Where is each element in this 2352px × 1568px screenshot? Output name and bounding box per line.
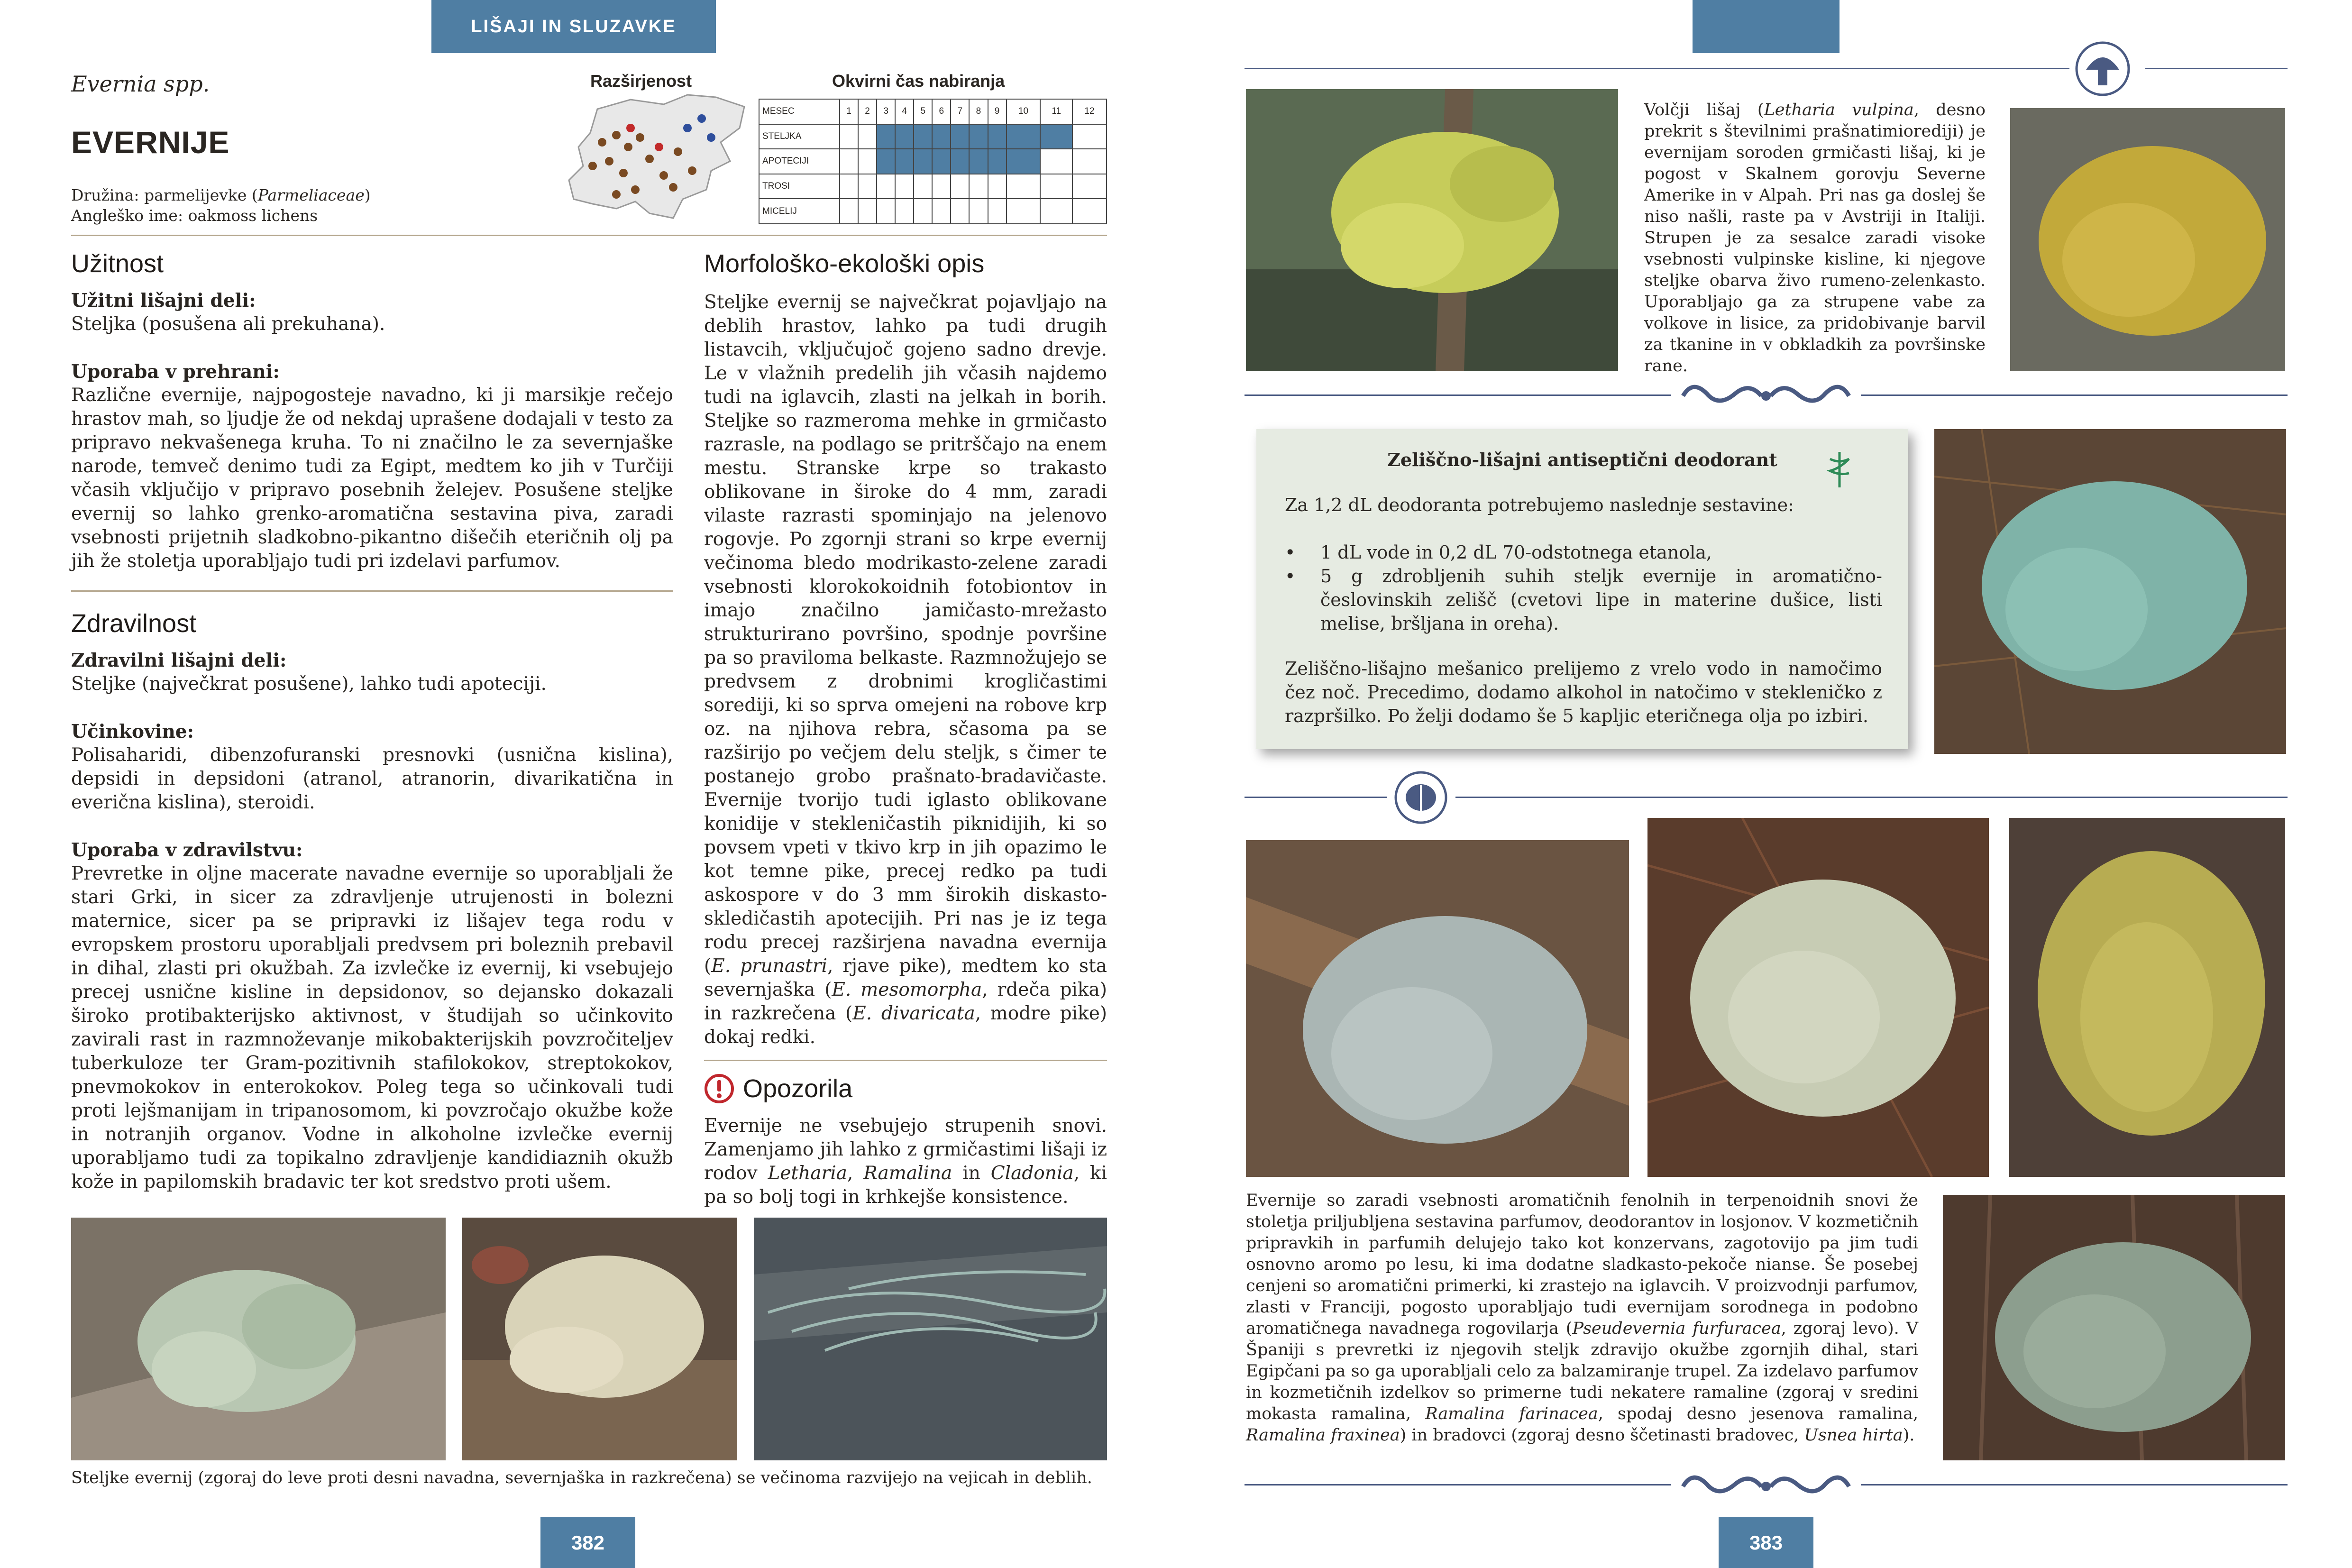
- section-tab-right: [1693, 0, 1840, 53]
- divider: [71, 590, 673, 592]
- warning-icon: [704, 1073, 734, 1104]
- lichen-photo: [71, 1218, 446, 1460]
- lichen-photo: [1246, 840, 1629, 1177]
- page-number-left: 382: [540, 1517, 635, 1568]
- scroll-ornament: [1674, 1465, 1858, 1505]
- calendar-cell: [858, 174, 877, 199]
- calendar-month: 10: [1007, 99, 1041, 124]
- calendar-month: 6: [932, 99, 951, 124]
- calendar-cell: [877, 149, 895, 174]
- calendar-month-label: MESEC: [759, 99, 840, 124]
- calendar-month: 3: [877, 99, 895, 124]
- ornament-line: [1245, 394, 1671, 396]
- calendar-cell: [914, 124, 932, 149]
- caduceus-icon: [1821, 447, 1858, 490]
- calendar-cell: [969, 199, 988, 224]
- calendar-cell: [840, 124, 858, 149]
- calendar-row-label: MICELIJ: [759, 199, 840, 224]
- calendar-cell: [1072, 199, 1107, 224]
- calendar-cell: [914, 199, 932, 224]
- evernia-photo: [1934, 429, 2286, 754]
- health-heading: Zdravilnost: [71, 609, 197, 638]
- calendar-cell: [877, 174, 895, 199]
- calendar-cell: [1040, 199, 1072, 224]
- calendar-cell: [858, 124, 877, 149]
- warning-text: Evernije ne vsebujejo strupenih snovi. Zamenjamo jih lahko z grmičastimi lišaji iz rodov Letharia, Ramalina in Cladonia, ki pa so bolj togi in krhkejše konsistence.: [704, 1115, 1107, 1208]
- map-title: Razširjenost: [590, 71, 692, 91]
- lichen-photo: [754, 1218, 1107, 1460]
- english-name: Angleško ime: oakmoss lichens: [71, 206, 318, 225]
- page-number-right: 383: [1719, 1517, 1813, 1568]
- calendar-title: Okvirni čas nabiranja: [832, 71, 1005, 91]
- warning-heading: Opozorila: [743, 1074, 853, 1103]
- calendar-cell: [932, 199, 951, 224]
- calendar-cell: [951, 199, 969, 224]
- calendar-cell: [1007, 174, 1041, 199]
- recipe-title: Zeliščno-lišajni antiseptični deodorant: [1387, 449, 1777, 470]
- calendar-cell: [932, 124, 951, 149]
- calendar-cell: [840, 199, 858, 224]
- calendar-cell: [1040, 124, 1072, 149]
- calendar-cell: [1007, 199, 1041, 224]
- calendar-month: 8: [969, 99, 988, 124]
- mushroom-icon: [2074, 40, 2131, 97]
- harvest-calendar: [759, 99, 1107, 224]
- recipe-list: • 1 dL vode in 0,2 dL 70-odstotnega etanola, • 5 g zdrobljenih suhih steljk evernije in aromatično-česlovinskih zelišč (cvetovi lipe in materine dušice, listi melise, bršljana in oreha).: [1285, 542, 1882, 634]
- calendar-cell: [895, 174, 914, 199]
- calendar-month: 1: [840, 99, 858, 124]
- calendar-cell: [988, 199, 1007, 224]
- ornament-line: [1861, 394, 2288, 396]
- ornament-line: [1455, 797, 2288, 798]
- medicinal-use-label: Uporaba v zdravilstvu:: [71, 839, 303, 861]
- calendar-cell: [840, 149, 858, 174]
- ornament-line: [1245, 68, 2069, 69]
- calendar-cell: [969, 149, 988, 174]
- letharia-text: Volčji lišaj (Letharia vulpina, desno prekrit s številnimi prašnatimiorediji) je evernijam soroden grmičasti lišaj, ki je pogost v Skalnem gorovju Severne Amerike in v Alpah. Pri nas ga doslej še niso našli, raste pa v Avstriji in Italiji. Strupen je za sesalce zaradi visoke vsebnosti vulpinske kisline, ki njegove steljke obarva živo rumeno-zelenkasto. Uporabljajo ga za strupene vabe za volkove in lisice, za pridobivanje barvil za tkanine in v obkladkih za površinske rane.: [1644, 101, 1986, 376]
- lichen-photo: [462, 1218, 737, 1460]
- calendar-cell: [895, 199, 914, 224]
- edible-parts-text: Steljka (posušena ali prekuhana).: [71, 313, 385, 335]
- lichen-photo: [1647, 818, 1989, 1177]
- calendar-month: 2: [858, 99, 877, 124]
- calendar-month: 9: [988, 99, 1007, 124]
- morphology-heading: Morfološko-ekološki opis: [704, 249, 985, 278]
- calendar-cell: [858, 149, 877, 174]
- calendar-cell: [895, 124, 914, 149]
- calendar-cell: [969, 124, 988, 149]
- calendar-cell: [1040, 149, 1072, 174]
- calendar-cell: [951, 174, 969, 199]
- scroll-ornament: [1674, 375, 1858, 415]
- ornament-line: [1245, 1484, 1671, 1485]
- calendar-cell: [914, 174, 932, 199]
- calendar-row-label: APOTECIJI: [759, 149, 840, 174]
- calendar-cell: [951, 124, 969, 149]
- calendar-month: 4: [895, 99, 914, 124]
- calendar-cell: [1007, 124, 1041, 149]
- calendar-month: 5: [914, 99, 932, 124]
- perfume-text: Evernije so zaradi vsebnosti aromatičnih fenolnih in terpenoidnih snovi že stoletja priljubljena sestavina parfumov, deodorantov in losjonov. V kozmetičnih pripravkih in parfumih delujejo tako kot konzervans, zagotovijo pa jim tudi osnovno aromo po lesu, ki ima dodatne sladkasto-pekoče nianse. Še posebej cenjeni so aromatični primerki, ki zrastejo na iglavcih. V proizvodnji parfumov, zlasti v Franciji, pogosto uporabljajo tudi evernijam sorodnega in podobno aromatičnega navadnega rogovilarja (Pseudevernia furfuracea, zgoraj levo). V Španiji s prevretki iz njegovih steljk zdravijo okužbe zgornjih dihal, stari Egipčani pa so ga uporabljali celo za balzamiranje trupel. Za izdelavo parfumov in kozmetičnih izdelkov so primerne tudi nekatere ramaline (zgoraj v sredini mokasta ramalina, Ramalina farinacea, spodaj desno jesenova ramalina, Ramalina fraxinea) in bradovci (zgoraj desno ščetinasti bradovec, Usnea hirta).: [1246, 1191, 1919, 1445]
- food-use-text: Različne evernije, najpogosteje navadno, ki ji marsikje rečejo hrastov mah, so ljudje že od nekdaj uprašene dodajali v testo za pripravo nekvašenega kruha. To ni značilno le za severnjaške narode, temveč denimo tudi za Egipt, medtem ko jih v Turčiji včasih vključijo v pripravo posebnih želejev. Posušene steljke evernij so lahko grenko-aromatična sestavina piva, zaradi vsebnosti prijetnih sladkobno-pikantno dišečih eteričnih olj pa jih že stoletja uporabljajo tudi pri izdelavi parfumov.: [71, 385, 673, 572]
- calendar-cell: [988, 149, 1007, 174]
- calendar-cell: [877, 199, 895, 224]
- divider: [704, 1060, 1107, 1061]
- medicinal-parts-label: Zdravilni lišajni deli:: [71, 650, 287, 671]
- lichen-photo: [2009, 818, 2285, 1177]
- medicinal-use-text: Prevretke in oljne macerate navadne evernije so uporabljali že stari Grki, in sicer za zdravljenje utrujenosti in bolezni maternice, sicer pa se pripravki iz lišajev tega rodu v evropskem prostoru uporabljali predvsem pri boleznih prebavil in dihal, zlasti pri okužbah. Za izvlečke iz evernij, ki vsebujejo precej usnične kisline in depsidonov, so dejansko dokazali široko protibakterijsko aktivnost, v študijah so učinkovito zavirali rast in razmnoževanje mikobakterijskih povzročiteljev tuberkuloze ter Gram-pozitivnih stafilokokov, streptokokov, pnevmokokov in enterokokov. Poleg tega so učinkovali tudi proti lejšmanijam in tripanosomom, ki povzročajo okužbe kože in notranjih organov. Vodne in alkoholne izvlečke evernij uporabljamo tudi za topikalno zdravljenje kandidiaznih okužb kože in papilomskih bradavic ter kot sredstvo proti ušem.: [71, 863, 673, 1192]
- ornament-line: [1861, 1484, 2288, 1485]
- morphology-text: Steljke evernij se največkrat pojavljajo na deblih hrastov, lahko pa tudi drugih listavcih, vključujoč gojeno sadno drevje. Le v vlažnih predelih jih včasih najdemo tudi na iglavcih, zlasti na jelkah in borih. Steljke so razmeroma mehke in grmičasto razrasle, na podlago se pritrščajo na enem mestu. Stranske krpe so trakasto oblikovane in široke do 4 mm, zaradi vilaste razrasti spominjajo na jelenovo rogovje. Po zgornji strani so krpe evernij večinoma bledo modrikasto-zelene zaradi vsebnosti klorokokoidnih fotobiontov in imajo značilno jamičasto-mrežasto strukturirano površino, spodnje površine pa so praviloma belkaste. Razmnožujejo se predvsem z drobnimi krogličastimi sorediji, ki so sprva omejeni na robove krp oz. na njihova rebra, sčasoma pa se razširijo po večjem delu steljk, s čimer te postanejo grobo prašnato-bradavičaste. Evernije tvorijo tudi iglasto oblikovane konidije v stekleničastih piknidijih, ki so povsem vpeti v tkivo krp in jih opazimo le kot temne pike, precej redko pa tudi askospore v do 3 mm širokih diskasto-skledičastih apotecijih. Pri nas je iz tega rodu precej razširjena navadna evernija (E. prunastri, rjave pike), medtem ko sta severnjaška (E. mesomorpha, rdeča pika) in razkrečena (E. divaricata, modre pike) dokaj redki.: [704, 292, 1107, 1048]
- calendar-cell: [1072, 174, 1107, 199]
- family-line: Družina: parmelijevke (Parmeliaceae): [71, 186, 371, 204]
- calendar-cell: [840, 174, 858, 199]
- calendar-cell: [932, 174, 951, 199]
- calendar-cell: [914, 149, 932, 174]
- medicinal-parts-text: Steljke (največkrat posušene), lahko tudi apoteciji.: [71, 673, 547, 695]
- calendar-cell: [877, 124, 895, 149]
- recipe-intro: Za 1,2 dL deodoranta potrebujemo naslednje sestavine:: [1285, 495, 1794, 515]
- food-use-label: Uporaba v prehrani:: [71, 361, 280, 383]
- letharia-photo: [1246, 89, 1618, 371]
- compounds-text: Polisaharidi, dibenzofuranski presnovki (usnična kislina), depsidi in depsidoni (atranol, atranorin, divarikatična in everična kislina), steroidi.: [71, 744, 673, 813]
- calendar-row-label: TROSI: [759, 174, 840, 199]
- calendar-row-label: STELJKA: [759, 124, 840, 149]
- calendar-cell: [988, 124, 1007, 149]
- calendar-month: 7: [951, 99, 969, 124]
- distribution-map: [564, 90, 749, 223]
- compounds-label: Učinkovine:: [71, 721, 194, 743]
- calendar-cell: [969, 174, 988, 199]
- calendar-cell: [895, 149, 914, 174]
- section-tab: LIŠAJI IN SLUZAVKE: [431, 0, 716, 53]
- letharia-photo: [2010, 108, 2285, 371]
- calendar-cell: [951, 149, 969, 174]
- edible-parts-label: Užitni lišajni deli:: [71, 290, 256, 312]
- ornament-line: [2145, 68, 2288, 69]
- genus-name: Evernia spp.: [71, 71, 210, 97]
- calendar-cell: [1072, 149, 1107, 174]
- divider: [71, 235, 1107, 236]
- calendar-cell: [1007, 149, 1041, 174]
- calendar-month: 11: [1040, 99, 1072, 124]
- calendar-cell: [988, 174, 1007, 199]
- ornament-line: [1245, 797, 1387, 798]
- calendar-cell: [932, 149, 951, 174]
- photo-caption: Steljke evernij (zgoraj do leve proti desni navadna, severnjaška in razkrečena) se večinoma razvijejo na vejicah in deblih.: [71, 1468, 1092, 1487]
- page-title: EVERNIJE: [71, 125, 230, 160]
- lichen-photo: [1943, 1195, 2285, 1460]
- calendar-month: 12: [1072, 99, 1107, 124]
- recipe-method: Zeliščno-lišajno mešanico prelijemo z vrelo vodo in namočimo čez noč. Precedimo, dodamo alkohol in natočimo v stekleničko z razpršilko. Po želji dodamo še 5 kapljic eteričnega olja po izbiri.: [1285, 658, 1882, 726]
- brain-icon: [1394, 770, 1448, 825]
- calendar-cell: [858, 199, 877, 224]
- usefulness-heading: Užitnost: [71, 249, 164, 278]
- recipe-box: [1256, 429, 1908, 749]
- calendar-cell: [1072, 124, 1107, 149]
- calendar-cell: [1040, 174, 1072, 199]
